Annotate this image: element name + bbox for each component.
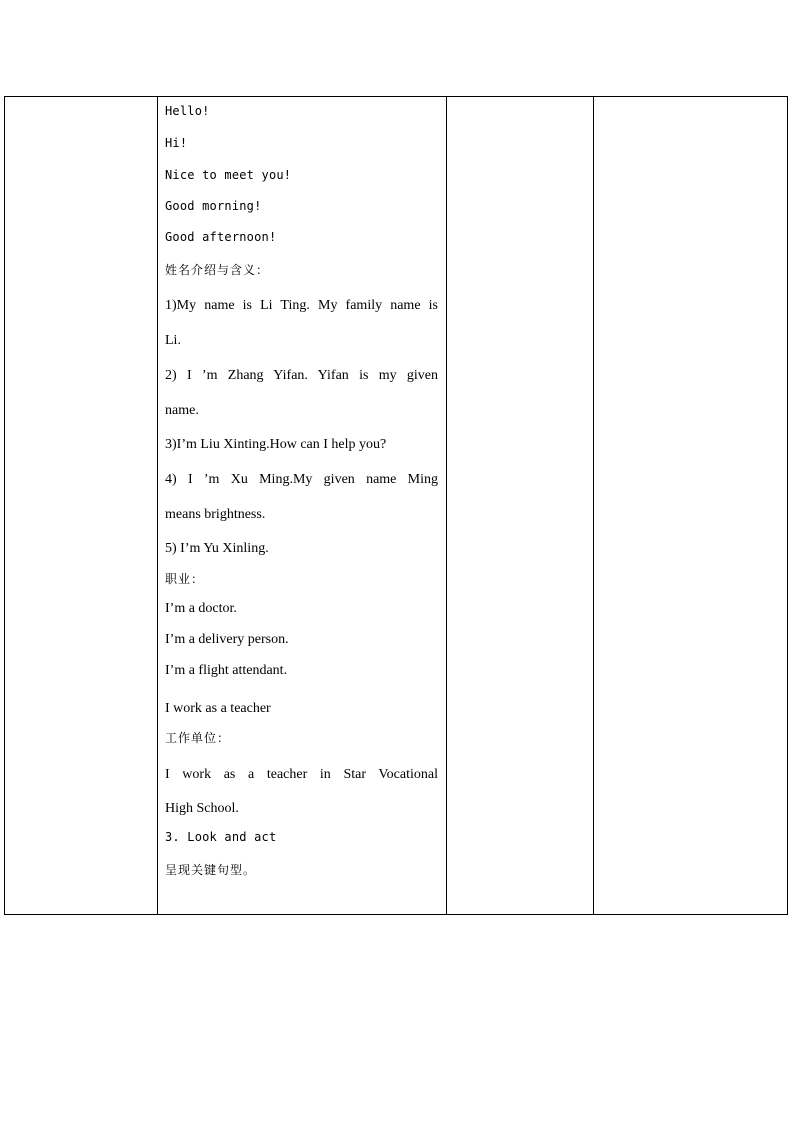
empty-cell-left bbox=[5, 97, 158, 915]
greeting-morning: Good morning! bbox=[165, 199, 262, 213]
lesson-content-cell bbox=[158, 97, 447, 915]
greeting-afternoon: Good afternoon! bbox=[165, 230, 277, 244]
name-example-1: 1)My name is Li Ting. My family name is bbox=[165, 298, 438, 313]
empty-cell-middle bbox=[447, 97, 594, 915]
workplace-example-cont: High School. bbox=[165, 801, 239, 816]
greeting-hello: Hello! bbox=[165, 104, 210, 118]
name-example-2: 2) I ’m Zhang Yifan. Yifan is my given bbox=[165, 368, 438, 383]
workplace-heading: 工作单位： bbox=[165, 731, 231, 745]
name-example-5: 5) I’m Yu Xinling. bbox=[165, 541, 269, 556]
workplace-example: I work as a teacher in Star Vocational bbox=[165, 767, 438, 782]
name-example-1-cont: Li. bbox=[165, 333, 181, 348]
job-teacher: I work as a teacher bbox=[165, 701, 271, 716]
table-row bbox=[5, 97, 788, 915]
empty-cell-right bbox=[594, 97, 788, 915]
name-example-4: 4) I ’m Xu Ming.My given name Ming bbox=[165, 472, 438, 487]
job-flight: I’m a flight attendant. bbox=[165, 663, 288, 678]
step-3-heading: 3. Look and act bbox=[165, 830, 277, 844]
lesson-plan-table bbox=[4, 96, 783, 915]
lesson-table bbox=[4, 96, 788, 915]
name-example-4-cont: means brightness. bbox=[165, 507, 266, 522]
greeting-nice: Nice to meet you! bbox=[165, 168, 292, 182]
job-heading: 职业： bbox=[165, 572, 205, 586]
job-doctor: I’m a doctor. bbox=[165, 601, 237, 616]
name-example-3: 3)I’m Liu Xinting.How can I help you? bbox=[165, 437, 387, 452]
greeting-hi: Hi! bbox=[165, 136, 188, 150]
lesson-content bbox=[158, 97, 446, 914]
key-sentences-text: 呈现关键句型。 bbox=[165, 863, 257, 877]
job-delivery: I’m a delivery person. bbox=[165, 632, 289, 647]
name-example-2-cont: name. bbox=[165, 403, 199, 418]
name-heading: 姓名介绍与含义： bbox=[165, 263, 270, 277]
